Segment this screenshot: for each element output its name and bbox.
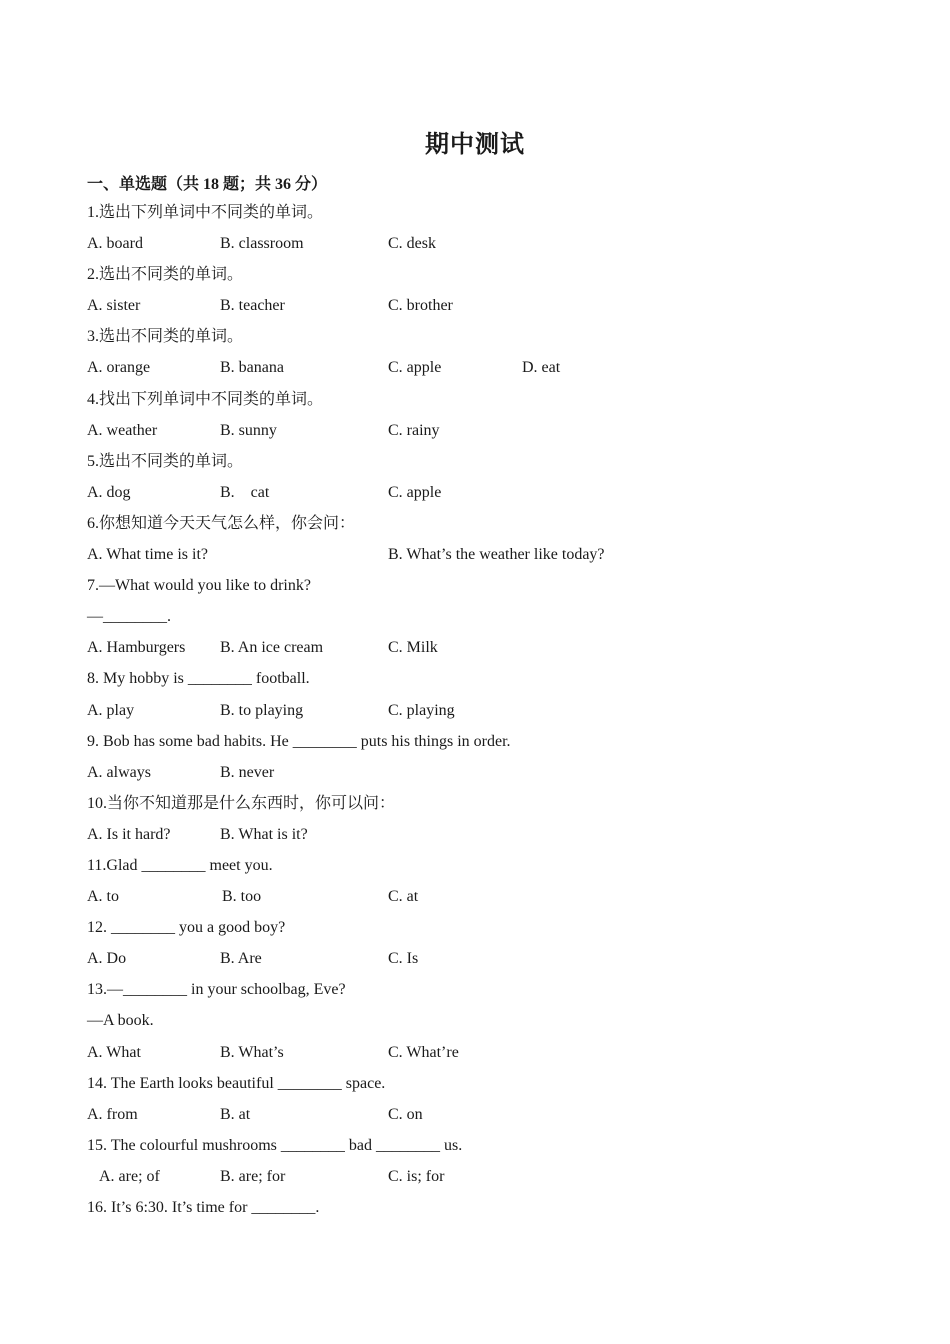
option-c: C. rainy [388, 421, 440, 439]
option-c: C. What’re [388, 1043, 459, 1061]
question-stem [87, 449, 887, 480]
question-text: 5.选出不同类的单词。 [87, 452, 244, 470]
option-b: B. never [220, 763, 275, 781]
option-row [87, 1102, 887, 1133]
option-a: A. are; of [99, 1167, 160, 1185]
option-a: A. dog [87, 483, 131, 501]
option-d: D. eat [522, 359, 561, 377]
question-text: 1.选出下列单词中不同类的单词。 [87, 204, 324, 221]
option-a: A. Do [87, 950, 127, 968]
option-row [87, 231, 887, 262]
option-row [87, 355, 887, 386]
section-heading: 一、单选题（共 18 题；共 36 分） [87, 176, 328, 193]
question-text: 13.—________ in your schoolbag, Eve? [87, 981, 346, 999]
question-stem [87, 729, 887, 760]
option-c: C. desk [388, 235, 436, 253]
option-a: A. to [87, 888, 119, 906]
option-b: B. What’s [220, 1043, 284, 1061]
option-row [87, 542, 887, 573]
question-stem [87, 666, 887, 697]
option-b: B. banana [220, 359, 284, 377]
option-row [87, 293, 887, 324]
question-text: 8. My hobby is ________ football. [87, 670, 310, 688]
question-text: 11.Glad ________ meet you. [87, 856, 273, 874]
option-c: C. is; for [388, 1167, 445, 1185]
option-b: B. Are [220, 950, 262, 968]
question-stem [87, 387, 887, 418]
option-c: C. at [388, 888, 419, 906]
question-stem [87, 1195, 887, 1226]
question-stem [87, 1133, 887, 1164]
question-stem [87, 1071, 887, 1102]
option-b: B. cat [220, 483, 270, 501]
option-c: C. Milk [388, 639, 438, 657]
option-a: A. sister [87, 297, 141, 315]
option-a: A. Hamburgers [87, 639, 186, 657]
question-list [87, 200, 887, 1226]
option-row [87, 760, 887, 791]
option-row [87, 698, 887, 729]
option-c: C. apple [388, 483, 442, 501]
option-row [87, 884, 887, 915]
question-text: 9. Bob has some bad habits. He ________ puts his things in order. [87, 732, 511, 750]
option-b: B. teacher [220, 297, 285, 315]
option-c: C. on [388, 1105, 423, 1123]
question-text: 7.—What would you like to drink? [87, 577, 311, 595]
page-title: 期中测试 [425, 129, 525, 158]
option-b: B. too [222, 888, 262, 906]
option-a: A. play [87, 701, 135, 719]
option-b: B. are; for [220, 1167, 286, 1185]
question-stem [87, 511, 887, 542]
option-b: B. What is it? [220, 825, 308, 843]
question-text: 6.你想知道今天天气怎么样，你会问： [87, 514, 356, 532]
option-row [87, 1164, 887, 1195]
option-row [87, 1040, 887, 1071]
option-b: B. classroom [220, 235, 304, 253]
option-c: C. brother [388, 297, 453, 315]
option-row [87, 480, 887, 511]
question-stem [87, 604, 887, 635]
option-row [87, 822, 887, 853]
option-c: C. playing [388, 701, 455, 719]
option-row [87, 946, 887, 977]
option-a: A. What [87, 1043, 141, 1061]
question-stem [87, 853, 887, 884]
option-a: A. board [87, 235, 143, 253]
option-a: A. What time is it? [87, 546, 209, 564]
option-a: A. from [87, 1105, 138, 1123]
question-text: 3.选出不同类的单词。 [87, 328, 244, 346]
option-b: B. to playing [220, 701, 304, 719]
question-text: 10.当你不知道那是什么东西时，你可以问： [87, 794, 396, 812]
option-a: A. always [87, 763, 151, 781]
question-stem [87, 262, 887, 293]
question-text: 12. ________ you a good boy? [87, 919, 286, 937]
option-b: B. at [220, 1105, 251, 1123]
question-stem [87, 573, 887, 604]
question-stem [87, 977, 887, 1008]
option-a: A. Is it hard? [87, 825, 171, 843]
option-a: A. weather [87, 421, 158, 439]
option-b: B. sunny [220, 421, 277, 439]
question-stem [87, 200, 887, 231]
question-stem [87, 915, 887, 946]
option-c: C. apple [388, 359, 442, 377]
question-text: 15. The colourful mushrooms ________ bad ________ us. [87, 1136, 463, 1154]
question-text: 14. The Earth looks beautiful ________ space. [87, 1074, 386, 1092]
option-c: C. Is [388, 950, 419, 968]
question-text: 16. It’s 6:30. It’s time for ________. [87, 1199, 320, 1216]
option-c: B. What’s the weather like today? [388, 546, 605, 564]
question-stem [87, 324, 887, 355]
option-b: B. An ice cream [220, 639, 324, 657]
option-row [87, 635, 887, 666]
question-text: —A book. [87, 1012, 154, 1030]
question-text: —________. [87, 608, 171, 626]
question-stem [87, 1008, 887, 1039]
option-row [87, 418, 887, 449]
option-a: A. orange [87, 359, 151, 377]
question-text: 2.选出不同类的单词。 [87, 266, 244, 284]
question-text: 4.找出下列单词中不同类的单词。 [87, 390, 324, 408]
question-stem [87, 791, 887, 822]
